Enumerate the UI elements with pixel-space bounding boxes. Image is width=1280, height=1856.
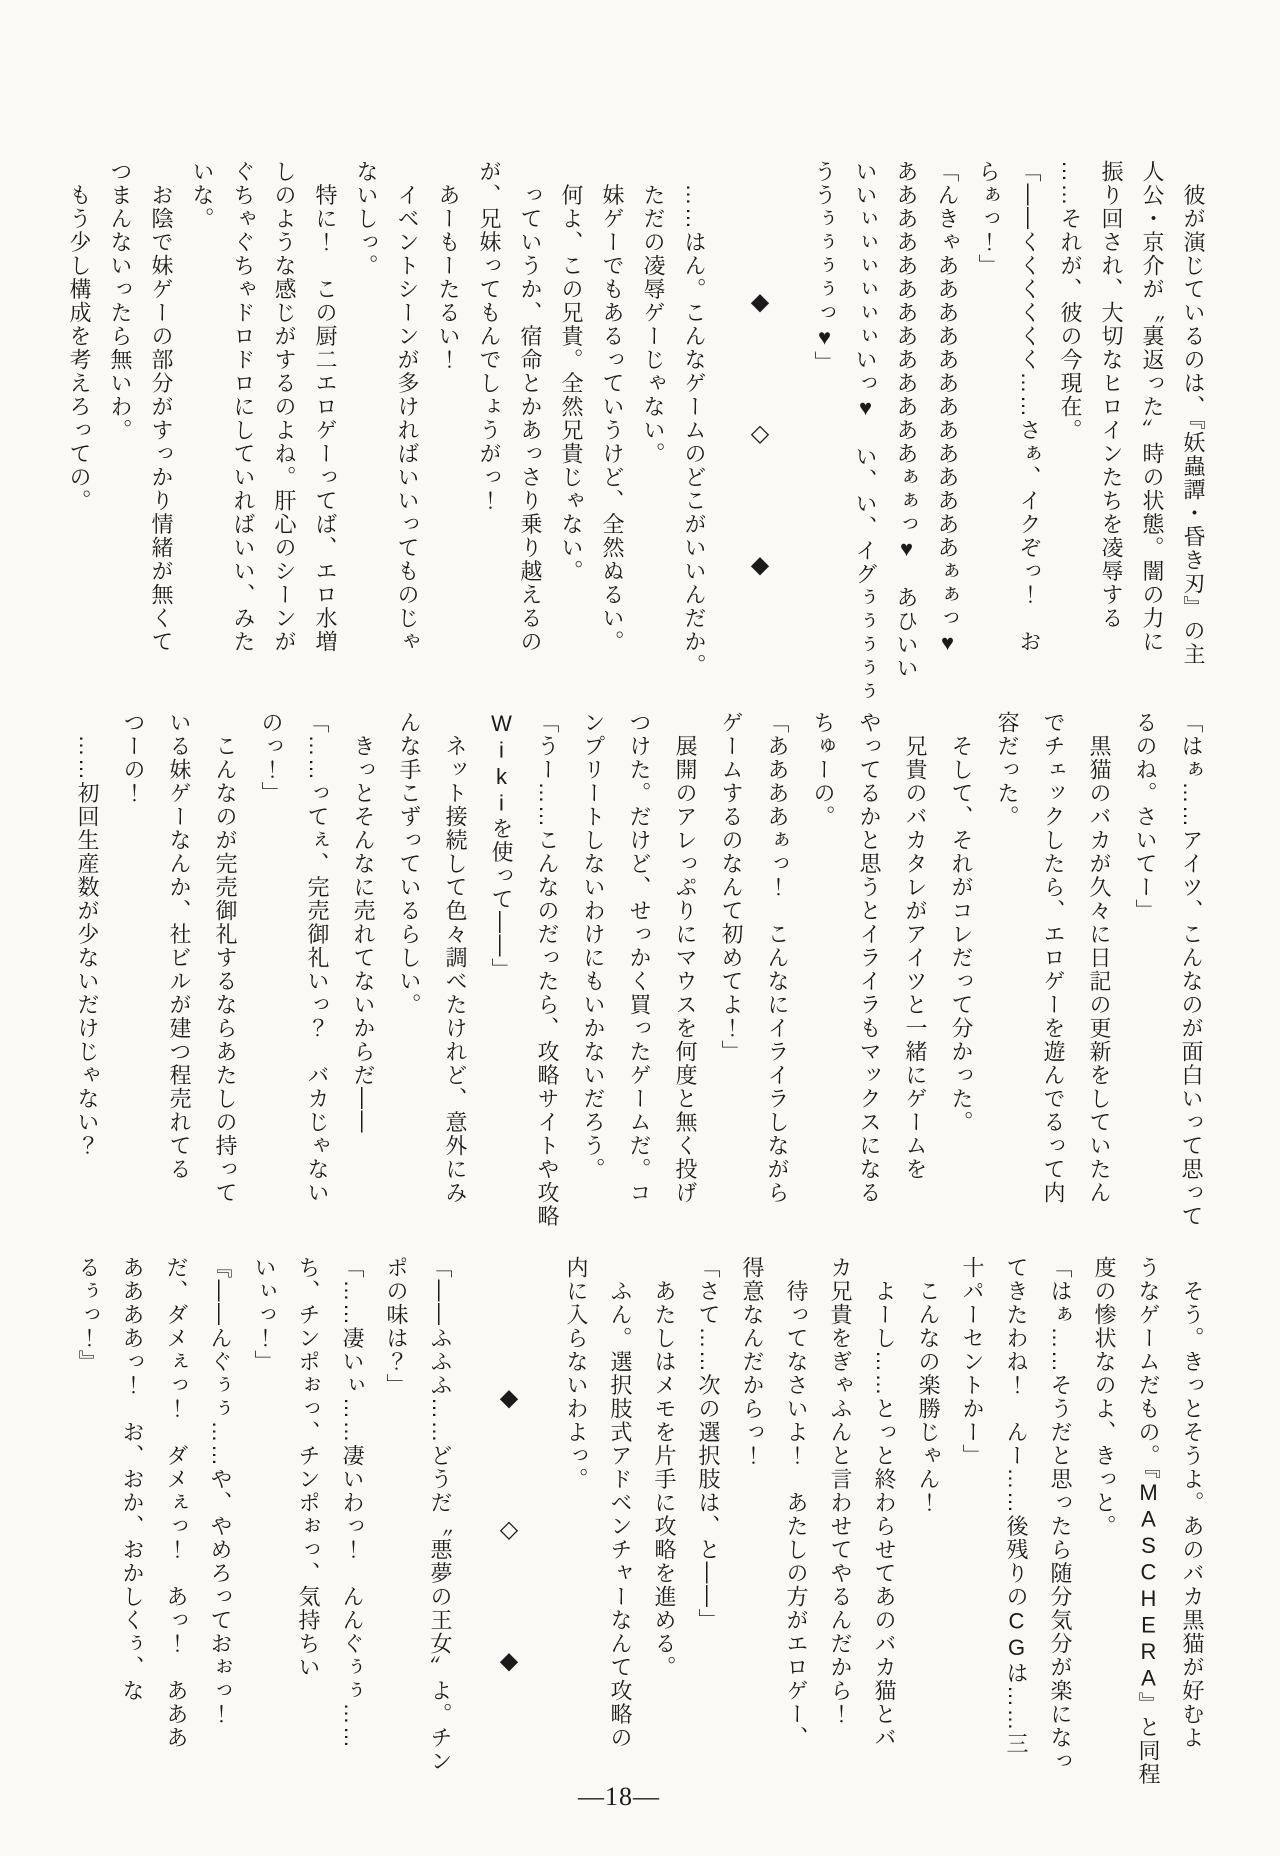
text-band-middle <box>64 711 1214 1233</box>
text-column: んな手こずっているらしい。 <box>397 711 422 1017</box>
text-column: ネット接続して色々調べたけれど、意外にみ <box>443 711 468 1205</box>
text-column: のっ！」 <box>259 711 284 805</box>
text-column: 「……凄いぃ……凄いわっ！ んんぐぅぅ…… <box>340 1256 365 1750</box>
text-column: 特に！ この厨二エロゲーってば、エロ水増 <box>313 160 338 654</box>
text-column: 「はぁ……そうだと思ったら随分気分が楽になっ <box>1048 1256 1073 1773</box>
text-column: カ兄貴をぎゃふんと言わせてやるんだから！ <box>828 1256 853 1726</box>
text-column: うなゲームだもの。『MASCHERA』と同程 <box>1136 1256 1161 1786</box>
text-column: ゲームするのなんて初めてよ！」 <box>719 711 744 1064</box>
text-column: ポの味は？」 <box>384 1256 409 1397</box>
text-column: 「んきゃあああああああああああああぁぁっ♥ <box>935 160 960 657</box>
text-column: ううぅぅぅぅっ♥」 <box>812 160 837 375</box>
text-column: そう。きっとそうよ。あのバカ黒猫が好むよ <box>1180 1256 1205 1750</box>
text-column: 妹ゲーでもあるっていうけど、全然ぬるい。 <box>600 160 625 654</box>
text-column: るのね。さいてー」 <box>1133 711 1158 923</box>
text-column: てきたわね！ んー……後残りのCGは……三 <box>1004 1256 1029 1756</box>
text-column: そして、それがコレだって分かった。 <box>949 711 974 1134</box>
text-column: ないしっ。 <box>354 160 379 278</box>
text-column: 「……ってぇ、完売御礼いっ？ バカじゃない <box>305 711 330 1205</box>
text-column: 黒猫のバカが久々に日記の更新をしていたん <box>1087 711 1112 1205</box>
text-column: 彼が演じているのは、『妖蟲譚・昏き刃』の主 <box>1181 160 1206 666</box>
text-column: 『――んぐぅぅ……や、やめろっておぉっ！ <box>208 1256 233 1726</box>
text-column: ち、チンポぉっ、チンポぉっ、気持ちい <box>296 1256 321 1679</box>
text-column: ンプリートしないわけにもいかないだろう。 <box>581 711 606 1181</box>
text-column: 人公・京介が〝裏返った〟時の状態。闇の力に <box>1140 160 1165 654</box>
text-column: ……はん。こんなゲームのどこがいいんだか。 <box>682 160 707 677</box>
text-column: いる妹ゲーなんか、社ビルが建つ程売れてる <box>167 711 192 1181</box>
text-band-bottom <box>66 1256 1214 1804</box>
text-column: ふん。選択肢式アドベンチャーなんて攻略の <box>608 1256 633 1750</box>
text-column: こんなの楽勝じゃん！ <box>916 1256 941 1515</box>
text-column: よーし……とっと終わらせてあのバカ猫とバ <box>872 1256 897 1750</box>
text-column: つーの！ <box>121 711 146 805</box>
text-column: だ、ダメぇっ！ ダメぇっ！ あっ！ あああ <box>164 1256 189 1750</box>
text-column: 「――くくくくくく……さぁ、イクぞっ！ お <box>1017 160 1042 654</box>
text-column: っていうか、宿命とかあっさり乗り越えるの <box>518 160 543 654</box>
text-column: あたしはメモを片手に攻略を進める。 <box>652 1256 677 1679</box>
text-column: ちゅーの。 <box>811 711 836 829</box>
text-column: いな。 <box>190 160 215 231</box>
text-column: あーもーたるい！ <box>436 160 461 372</box>
text-column: 「ああああぁっ！ こんなにイライラしながら <box>765 711 790 1205</box>
text-column: もう少し構成を考えろっての。 <box>67 160 92 513</box>
text-column: ……初回生産数が少ないだけじゃない？ <box>75 711 100 1158</box>
text-column: 「はぁ……アイツ、こんなのが面白いって思って <box>1179 711 1204 1228</box>
text-column: るぅっ！』 <box>76 1256 101 1374</box>
text-column: いぃっ！」 <box>252 1256 277 1374</box>
text-column: やってるかと思うとイライラもマックスになる <box>857 711 882 1205</box>
text-column: 「うー……こんなのだったら、攻略サイトや攻略 <box>535 711 560 1228</box>
text-column: 度の惨状なのよ、きっと。 <box>1092 1256 1117 1538</box>
diamond-section-separator: ◆ ◇ ◆ <box>495 1383 522 1676</box>
text-column: 十パーセントかー」 <box>960 1256 985 1468</box>
text-band-top <box>59 160 1214 708</box>
diamond-section-separator: ◆ ◇ ◆ <box>746 287 773 580</box>
text-column: 容だった。 <box>995 711 1020 829</box>
text-column: 振り回され、大切なヒロインたちを凌辱する <box>1099 160 1124 630</box>
text-column: つけた。だけど、せっかく買ったゲームだ。コ <box>627 711 652 1205</box>
text-column: お陰で妹ゲーの部分がすっかり情緒が無くて <box>149 160 174 654</box>
text-column: つまんないったら無いわ。 <box>108 160 133 442</box>
text-column: きっとそんなに売れてないからだ―― <box>351 711 376 1134</box>
text-column: 「――ふふふ……どうだ〝悪夢の王女〟よ。チン <box>428 1256 453 1773</box>
text-column: ぐちゃぐちゃドロドロにしていればいい、みた <box>231 160 256 654</box>
text-column: イベントシーンが多ければいいってものじゃ <box>395 160 420 654</box>
page-number: —18— <box>578 1782 660 1811</box>
text-column: 何よ、この兄貴。全然兄貴じゃない。 <box>559 160 584 583</box>
text-column: でチェックしたら、エロゲーを遊んでるって内 <box>1041 711 1066 1205</box>
text-column: が、兄妹ってもんでしょうがっ！ <box>477 160 502 513</box>
text-column: あああああああああああああぁぁっ♥ あひいい <box>894 160 919 680</box>
text-column: 内に入らないわよっ。 <box>564 1256 589 1491</box>
text-column: ただの凌辱ゲーじゃない。 <box>641 160 666 466</box>
text-column: いいぃぃぃぃぃぃいっ♥ い、い、イグぅぅぅぅぅ <box>853 160 878 704</box>
text-column: Wikiを使って――」 <box>489 711 514 982</box>
text-column: 待ってなさいよ！ あたしの方がエロゲー、 <box>784 1256 809 1750</box>
text-column: 展開のアレっぷりにマウスを何度と無く投げ <box>673 711 698 1205</box>
text-column: 「さて……次の選択肢は、と――」 <box>696 1256 721 1632</box>
text-column: 兄貴のバカタレがアイツと一緒にゲームを <box>903 711 928 1181</box>
text-column: 得意なんだからっ！ <box>740 1256 765 1468</box>
text-column: こんなのが完売御礼するならあたしの持って <box>213 711 238 1205</box>
text-column: らぁっ！」 <box>976 160 1001 278</box>
text-column: しのような感じがするのよね。肝心のシーンが <box>272 160 297 654</box>
text-column: ……それが、彼の今現在。 <box>1058 160 1083 442</box>
text-column: ああああっ！ お、おか、おかしくぅ、な <box>120 1256 145 1703</box>
